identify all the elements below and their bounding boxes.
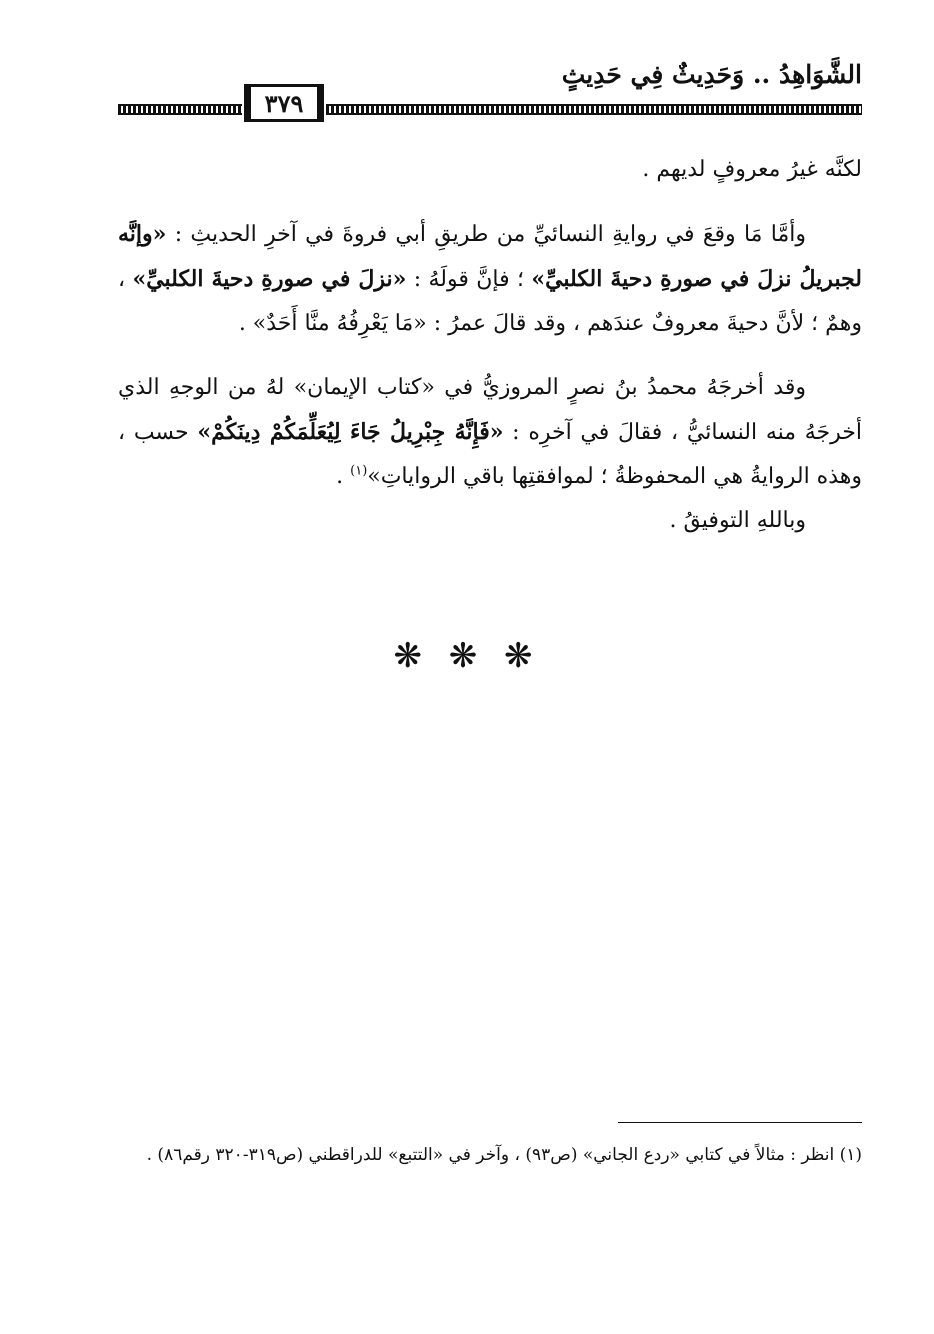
main-text bbox=[118, 148, 862, 543]
paragraph-3 bbox=[118, 366, 862, 499]
page-header bbox=[118, 58, 862, 128]
quote-hadith-3: «فَإِنَّهُ جِبْرِيلُ جَاءَ لِيُعَلِّمَكُمْ دِينَكُمْ» bbox=[197, 419, 504, 445]
paragraph-2-text-c: ؛ فإنَّ قولَهُ : bbox=[406, 267, 532, 292]
paragraph-2-text-e: ، وهمٌ ؛ لأنَّ دحيةَ معروفٌ عندَهم ، وقد قالَ عمرُ : «مَا يَعْرِفُهُ منَّا أَحَدٌ» . bbox=[118, 267, 862, 336]
paragraph-3-text-d: . bbox=[336, 464, 351, 489]
footnote-marker: (١) bbox=[350, 463, 368, 479]
header-rule-right bbox=[326, 104, 862, 115]
footnote-rule bbox=[618, 1122, 862, 1123]
paragraph-3-text-a: وقد أخرجَهُ محمدُ بنُ نصرٍ المروزيُّ في «كتاب الإيمان» لهُ من الوجهِ الذي أخرجَهُ منه النسائيُّ ، فقالَ في آخرِه : bbox=[118, 375, 862, 445]
paragraph-3-text-c: حسب ، وهذه الروايةُ هي المحفوظةُ ؛ لموافقتِها باقي الرواياتِ» bbox=[118, 420, 862, 489]
paragraph-2-text-a: وأمَّا مَا وقعَ في روايةِ النسائيِّ من طريقِ أبي فروةَ في آخرِ الحديثِ : bbox=[166, 222, 806, 247]
footnote bbox=[118, 1136, 862, 1174]
paragraph-1: لكنَّه غيرُ معروفٍ لديهم . bbox=[642, 157, 862, 182]
running-title: الشَّوَاهِدُ .. وَحَدِيثٌ فِي حَدِيثٍ bbox=[561, 60, 862, 89]
footnote-text: (١) انظر : مثالاً في كتابي «ردع الجاني» (ص٩٣) ، وآخر في «التتبع» للدراقطني (ص٣١٩-٣٢٠ رقم٨٦) . bbox=[146, 1145, 862, 1165]
page-number: ٣٧٩ bbox=[248, 84, 320, 122]
header-rule-left bbox=[118, 104, 242, 115]
quote-hadith-2: «نزلَ في صورةِ دحيةَ الكلبيِّ» bbox=[132, 266, 407, 292]
quote-hadith-1: «وإنَّه لجبريلُ نزلَ في صورةِ دحيةَ الكلبيِّ» bbox=[118, 221, 862, 292]
section-separator: ❋ ❋ ❋ bbox=[393, 636, 541, 676]
paragraph-4: وباللهِ التوفيقُ . bbox=[669, 508, 806, 533]
paragraph-2 bbox=[118, 212, 862, 346]
